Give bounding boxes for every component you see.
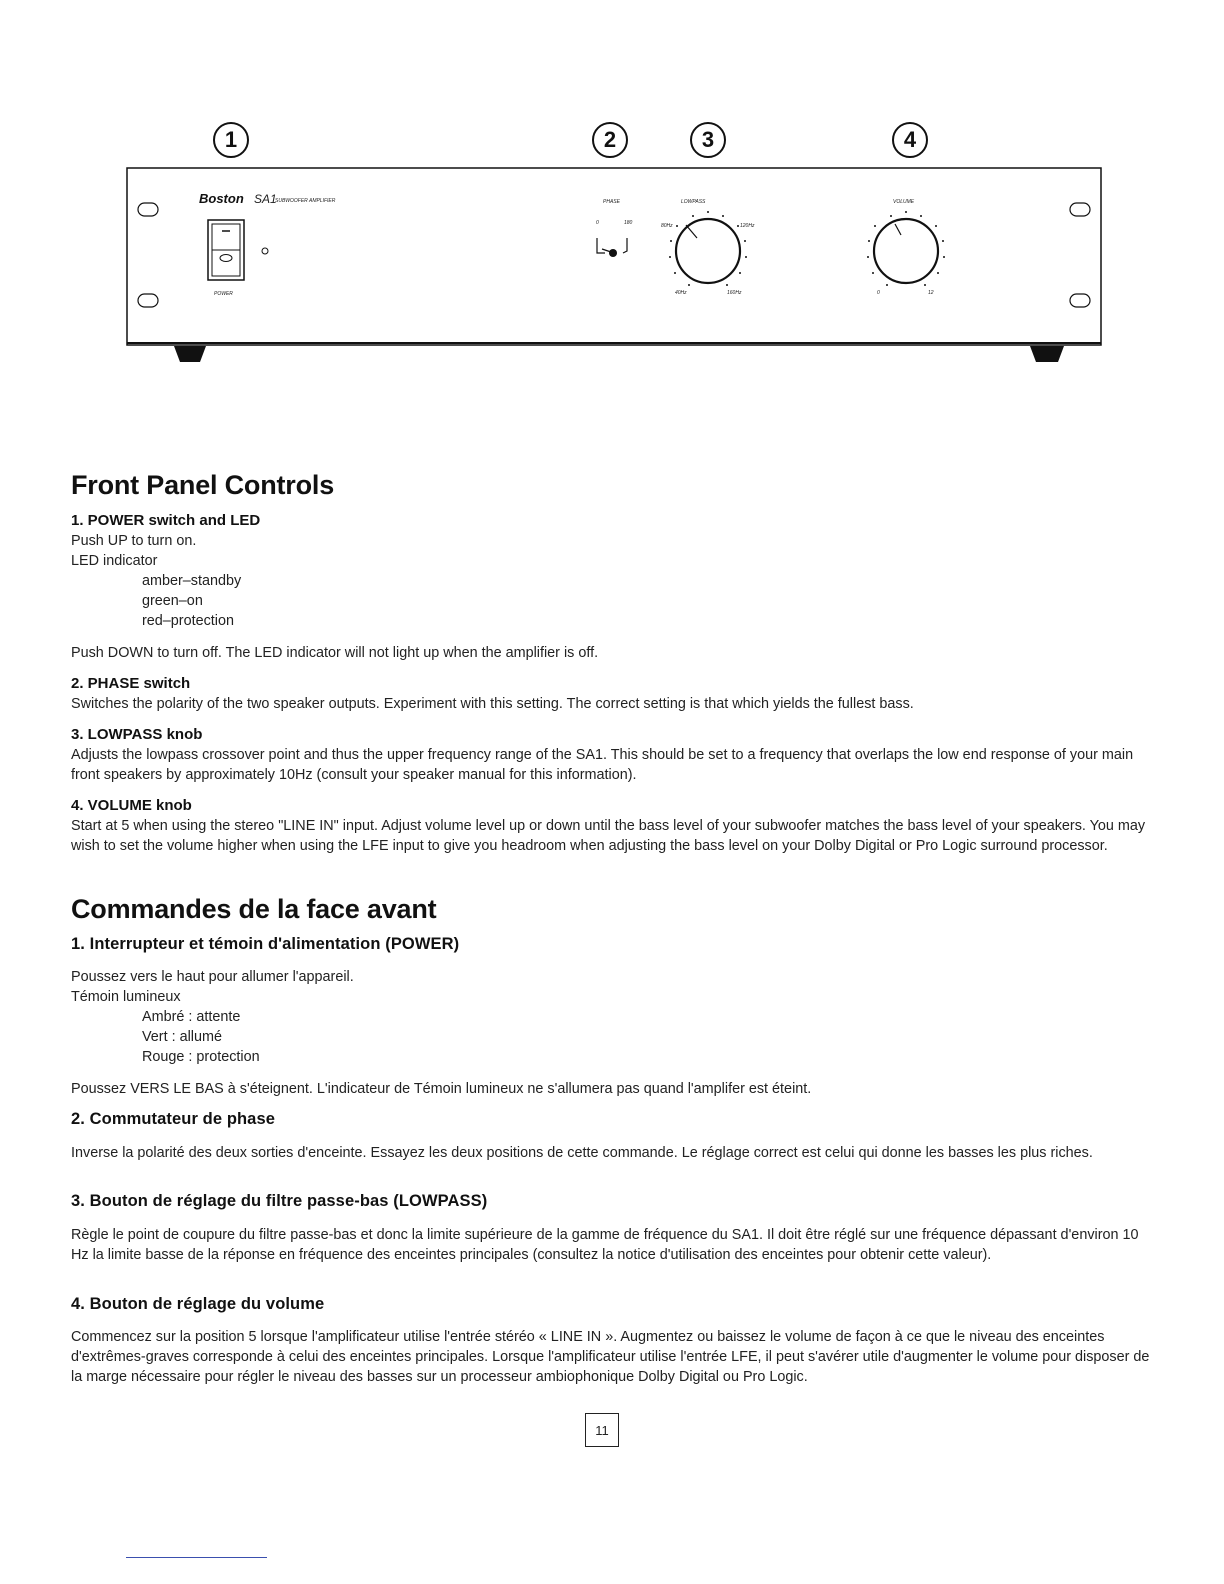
fr-s1-line3: Poussez VERS LE BAS à s'éteignent. L'indicateur de Témoin lumineux ne s'allumera pas quand l'amplifer est éteint. bbox=[71, 1081, 812, 1097]
power-label: POWER bbox=[214, 291, 233, 297]
callout-1: 1 bbox=[213, 122, 249, 158]
footer-line bbox=[126, 1557, 267, 1558]
volume-label: VOLUME bbox=[893, 199, 915, 205]
fr-s4-heading: 4. Bouton de réglage du volume bbox=[71, 1295, 325, 1313]
en-s1-line2: LED indicator bbox=[71, 553, 158, 569]
en-led-green: green–on bbox=[142, 593, 203, 609]
en-title: Front Panel Controls bbox=[71, 470, 335, 500]
en-s4-heading: 4. VOLUME knob bbox=[71, 797, 192, 814]
front-panel-diagram bbox=[0, 160, 1224, 370]
fr-s1-line1: Poussez vers le haut pour allumer l'appareil. bbox=[71, 969, 354, 985]
fr-title: Commandes de la face avant bbox=[71, 894, 437, 924]
lowpass-80-label: 80Hz bbox=[661, 223, 673, 229]
fr-led-red: Rouge : protection bbox=[142, 1049, 260, 1065]
brand-logo: Boston bbox=[199, 191, 244, 206]
en-s1-line1: Push UP to turn on. bbox=[71, 533, 197, 549]
model-name: SA1 bbox=[254, 192, 277, 206]
en-s4-text: Start at 5 when using the stereo "LINE IN" input. Adjust volume level up or down until the bass level of your subwoofer matches the bass level of your speakers. You may wish to set the volume higher when using the LFE input to give you headroom when adjusting the bass level on your Dolby Digital or Pro Logic surround processor. bbox=[71, 818, 1146, 854]
en-s1-body bbox=[71, 531, 1151, 631]
lowpass-120-label: 120Hz bbox=[740, 223, 755, 229]
en-s2-heading: 2. PHASE switch bbox=[71, 675, 191, 692]
phase-180-label: 180 bbox=[624, 220, 633, 226]
fr-s1-line2: Témoin lumineux bbox=[71, 989, 181, 1005]
callout-4: 4 bbox=[892, 122, 928, 158]
en-s1-line3: Push DOWN to turn off. The LED indicator will not light up when the amplifier is off. bbox=[71, 645, 599, 661]
en-led-red: red–protection bbox=[142, 613, 235, 629]
fr-s1-heading: 1. Interrupteur et témoin d'alimentation (POWER) bbox=[71, 935, 460, 953]
callout-3: 3 bbox=[690, 122, 726, 158]
page-number: 11 bbox=[585, 1413, 619, 1447]
fr-led-amber: Ambré : attente bbox=[142, 1009, 241, 1025]
left-foot bbox=[174, 346, 206, 362]
model-desc: SUBWOOFER AMPLIFIER bbox=[275, 198, 336, 204]
phase-label: PHASE bbox=[603, 199, 620, 205]
fr-s3-text: Règle le point de coupure du filtre passe-bas et donc la limite supérieure de la gamme de fréquence du SA1. Il doit être réglé sur une fréquence dépassant d'environ 10 Hz la limite basse de la réponse en fréquence des enceintes principales (consultez la notice d'utilisation des enceintes pour obtenir cette valeur). bbox=[71, 1227, 1139, 1263]
en-s2-text: Switches the polarity of the two speaker outputs. Experiment with this setting. The correct setting is that which yields the fullest bass. bbox=[71, 696, 914, 712]
fr-s1-body bbox=[71, 967, 1151, 1067]
fr-led-green: Vert : allumé bbox=[142, 1029, 222, 1045]
fr-s2-heading: 2. Commutateur de phase bbox=[71, 1110, 276, 1128]
callout-2: 2 bbox=[592, 122, 628, 158]
lowpass-40-label: 40Hz bbox=[675, 290, 687, 296]
volume-12-label: 12 bbox=[928, 290, 934, 296]
lowpass-label: LOWPASS bbox=[681, 199, 706, 205]
fr-s4-text: Commencez sur la position 5 lorsque l'amplificateur utilise l'entrée stéréo « LINE IN ». Augmentez ou baissez le volume de façon à ce que le niveau des enceintes d'extrêmes-graves corresponde à celui des enceintes principales. Lorsque l'amplificateur utilise l'entrée LFE, il peut s'avérer utile d'augmenter le volume pour disposer de la marge nécessaire pour régler le niveau des basses sur un processeur ambiophonique Dolby Digital ou Pro Logic. bbox=[71, 1329, 1150, 1385]
fr-s2-text: Inverse la polarité des deux sorties d'enceinte. Essayez les deux positions de cette commande. Le réglage correct est celui qui donne les basses les plus riches. bbox=[71, 1145, 1093, 1161]
en-led-amber: amber–standby bbox=[142, 573, 242, 589]
right-foot bbox=[1030, 346, 1064, 362]
phase-0-label: 0 bbox=[596, 220, 599, 226]
lowpass-160-label: 160Hz bbox=[727, 290, 742, 296]
fr-s3-heading: 3. Bouton de réglage du filtre passe-bas (LOWPASS) bbox=[71, 1192, 488, 1210]
volume-0-label: 0 bbox=[877, 290, 880, 296]
en-s3-text: Adjusts the lowpass crossover point and thus the upper frequency range of the SA1. This should be set to a frequency that overlaps the low end response of your main front speakers by approximately 10Hz (consult your speaker manual for this information). bbox=[71, 747, 1134, 783]
en-s3-heading: 3. LOWPASS knob bbox=[71, 726, 203, 743]
en-s1-heading: 1. POWER switch and LED bbox=[71, 512, 261, 529]
